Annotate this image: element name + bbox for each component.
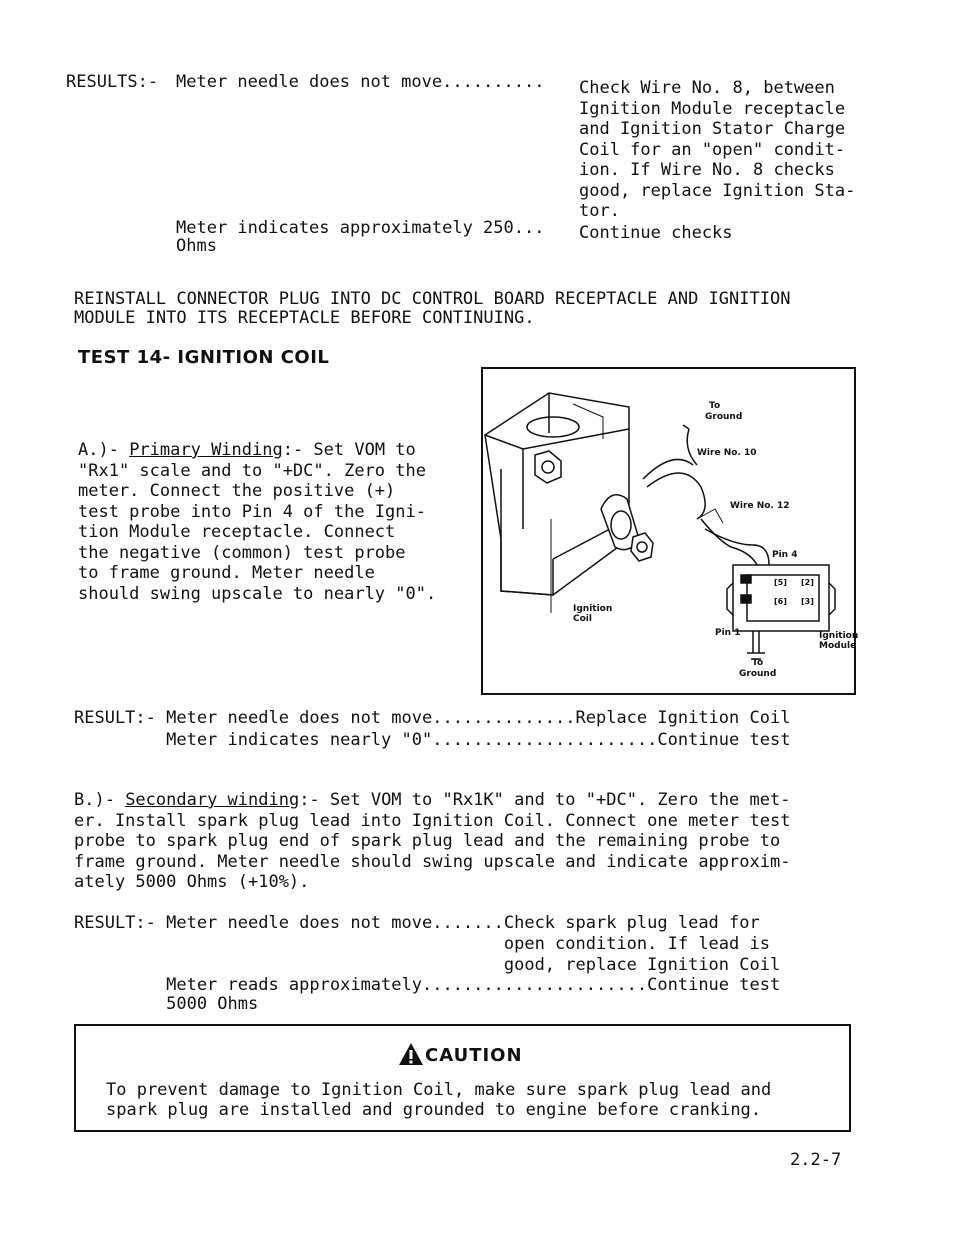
secondary-prefix: B.)- (74, 790, 126, 810)
note-line: MODULE INTO ITS RECEPTACLE BEFORE CONTINUING. (74, 308, 535, 328)
pin-code: [5] (774, 578, 787, 587)
primary-prefix: A.)- (78, 440, 130, 460)
results-label: RESULTS:- (66, 72, 159, 92)
secondary-title: Secondary winding (125, 790, 300, 810)
secondary-winding-paragraph (74, 790, 790, 893)
results-row2-unit: Ohms (176, 236, 217, 256)
secondary-line: probe to spark plug end of spark plug lead and the remaining probe to (74, 831, 781, 851)
secondary-result-line: good, replace Ignition Coil (74, 955, 781, 975)
label-pin-1: Pin 1 (715, 628, 741, 638)
label-wire-10: Wire No. 10 (697, 448, 757, 458)
ignition-coil-diagram (483, 369, 854, 693)
pin-code: [3] (801, 597, 814, 606)
label-ignition-coil: Ignition Coil (573, 604, 613, 624)
action-line: Check Wire No. 8, between (579, 78, 835, 98)
results-row1-condition: Meter needle does not move.......... (176, 72, 545, 92)
primary-line: "Rx1" scale and to "+DC". Zero the (78, 460, 426, 481)
primary-line: test probe into Pin 4 of the Igni- (78, 501, 426, 522)
action-line: ion. If Wire No. 8 checks (579, 160, 835, 180)
secondary-result-line: open condition. If lead is (74, 934, 770, 954)
note-line: REINSTALL CONNECTOR PLUG INTO DC CONTROL BOARD RECEPTACLE AND IGNITION (74, 289, 791, 309)
caution-title: CAUTION (425, 1045, 523, 1066)
reinstall-note (74, 290, 790, 328)
primary-line: tion Module receptacle. Connect (78, 522, 396, 542)
primary-first-line: :- Set VOM to (282, 440, 416, 460)
action-line: Ignition Module receptacle (579, 98, 846, 119)
secondary-line: ately 5000 Ohms (+10%). (74, 872, 310, 892)
secondary-line: er. Install spark plug lead into Ignition Coil. Connect one meter test (74, 810, 791, 831)
caution-line: To prevent damage to Ignition Coil, make sure spark plug lead and (106, 1080, 772, 1100)
primary-line: should swing upscale to nearly "0". (78, 583, 437, 604)
caution-header (398, 1042, 523, 1066)
action-line: tor. (579, 201, 620, 221)
caution-line: spark plug are installed and grounded to engine before cranking. (106, 1100, 762, 1120)
primary-result-line2: Meter indicates nearly "0"......................Continue test (74, 730, 791, 750)
secondary-result-line: 5000 Ohms (74, 994, 259, 1014)
primary-winding-paragraph (78, 440, 436, 604)
secondary-result-line: Meter reads approximately......................Continue test (74, 975, 781, 995)
secondary-result (74, 913, 780, 1014)
coil-body (485, 393, 629, 595)
action-line: good, replace Ignition Sta- (579, 180, 856, 201)
ignition-coil-figure (481, 367, 859, 695)
label-wire-12: Wire No. 12 (730, 501, 790, 511)
action-line: and Ignition Stator Charge (579, 119, 846, 139)
action-line: Coil for an "open" condit- (579, 139, 846, 160)
primary-title: Primary Winding (129, 440, 283, 460)
secondary-first-line: :- Set VOM to "Rx1K" and to "+DC". Zero the met- (299, 790, 791, 810)
caution-box (74, 1024, 851, 1132)
primary-line: meter. Connect the positive (+) (78, 481, 396, 501)
secondary-result-line: RESULT:- Meter needle does not move.......Check spark plug lead for (74, 913, 760, 933)
label-to-ground-top: To Ground (705, 401, 743, 422)
label-to-ground-bottom: To Ground (739, 658, 777, 679)
caution-text (106, 1080, 771, 1120)
results-row2-condition: Meter indicates approximately 250... (176, 218, 545, 238)
pin-code: [6] (774, 597, 787, 606)
warning-triangle-icon (398, 1042, 424, 1066)
pin-code: [2] (801, 578, 814, 587)
secondary-line: frame ground. Meter needle should swing upscale and indicate approxim- (74, 851, 791, 872)
results-row1-action (579, 78, 855, 222)
results-row2-action: Continue checks (579, 223, 733, 243)
label-pin-4: Pin 4 (772, 550, 798, 560)
test-heading: TEST 14- IGNITION COIL (78, 347, 330, 368)
primary-result-line1: RESULT:- Meter needle does not move..............Replace Ignition Coil (74, 708, 791, 728)
primary-line: the negative (common) test probe (78, 542, 406, 563)
primary-line: to frame ground. Meter needle (78, 563, 375, 583)
label-ignition-module: Ignition Module (819, 631, 859, 651)
page-number: 2.2-7 (790, 1150, 842, 1170)
